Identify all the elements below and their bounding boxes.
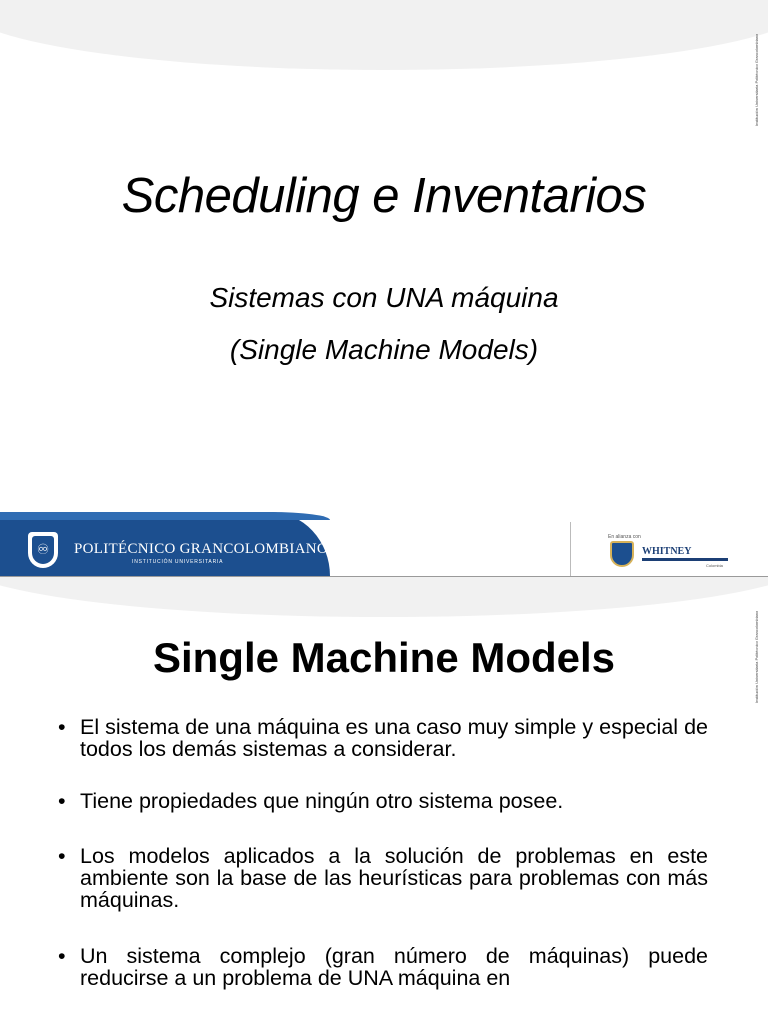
footer-divider (570, 522, 571, 576)
partner-location: Colombia (706, 563, 723, 568)
partner-name: WHITNEY (642, 546, 692, 557)
bullet-item: • Un sistema complejo (gran número de máquinas) puede reducirse a un problema de UNA máquina en (58, 945, 708, 989)
slide-subtitle-line-2: (Single Machine Models) (229, 334, 539, 365)
slide-title: Scheduling e Inventarios (121, 169, 647, 223)
slide-title: Single Machine Models (152, 634, 616, 681)
partner-name-bar (642, 558, 728, 561)
slide-subtitle-line-1: Sistemas con UNA máquina (209, 282, 559, 313)
institution-name: POLITÉCNICO GRANCOLOMBIANO (74, 541, 329, 557)
bullet-item: • Tiene propiedades que ningún otro sistema posee. (58, 790, 708, 812)
decorative-swoosh (0, 577, 768, 617)
bullet-item: • Los modelos aplicados a la solución de problemas en este ambiente son la base de las heurísticas para problemas con más máquinas. (58, 845, 708, 911)
bullet-list (58, 716, 708, 989)
slide-2 (0, 577, 768, 1024)
side-vertical-text: Institución Universitaria Politécnico Grancolombiano (754, 610, 759, 703)
decorative-swoosh (0, 0, 768, 70)
bullet-item: • El sistema de una máquina es una caso muy simple y especial de todos los demás sistemas a considerar. (58, 716, 708, 760)
institution-subtitle: INSTITUCIÓN UNIVERSITARIA (132, 559, 224, 565)
politecnico-shield-logo: ♾ (28, 532, 58, 568)
whitney-seal-logo (610, 541, 634, 567)
side-vertical-text: Institución Universitaria Politécnico Grancolombiano (754, 33, 759, 126)
partner-caption: En alianza con (608, 534, 641, 540)
